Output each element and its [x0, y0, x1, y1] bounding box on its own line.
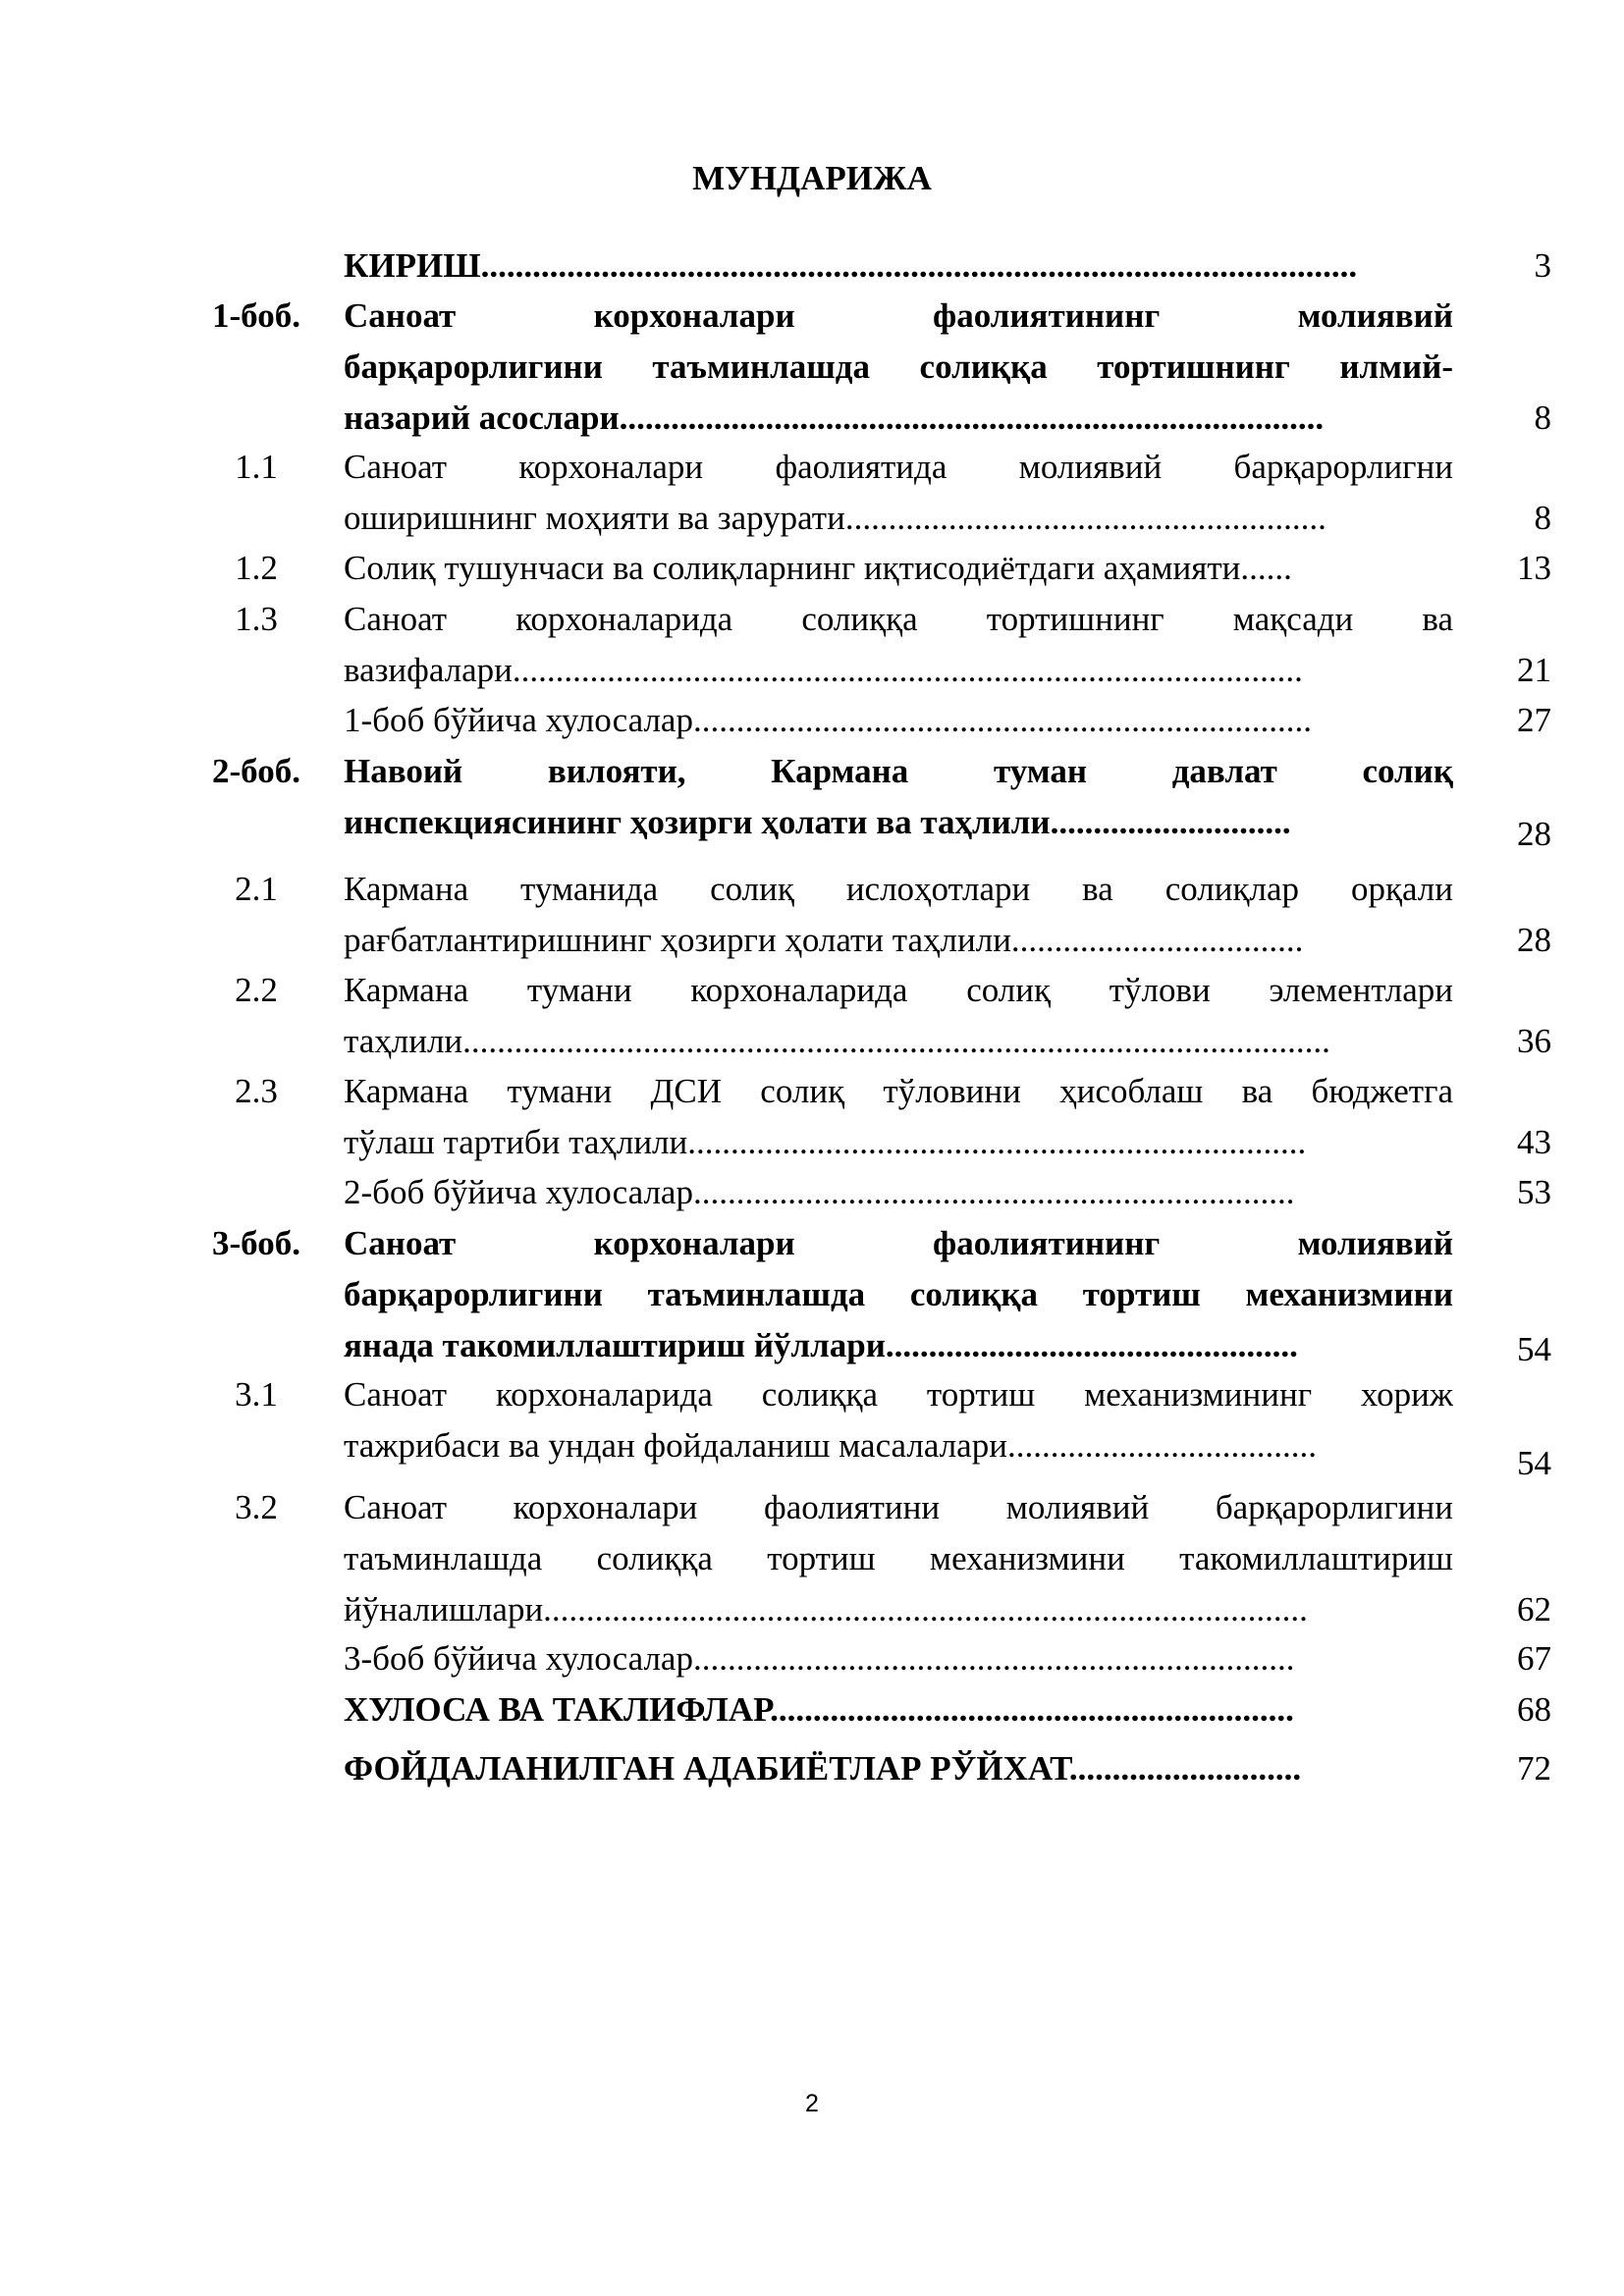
toc-entry-line — [344, 1320, 1453, 1371]
toc-entry-number: 1.2 — [235, 549, 278, 587]
toc-entry-title — [344, 746, 1453, 848]
toc-entry-line — [344, 797, 1453, 848]
toc-entry-line: Кармана тумани корхоналарида солиқ тўлови элементлари — [344, 971, 1453, 1009]
toc-entry-line: барқарорлигини таъминлашда солиққа тортиш механизмини — [344, 1275, 1453, 1313]
toc-entry-title — [344, 1482, 1453, 1635]
toc-entry-number: 2.2 — [235, 971, 278, 1009]
toc-entry-line: Саноат корхоналарида солиққа тортиш механизмининг хориж — [344, 1375, 1453, 1414]
toc-entry-line — [344, 393, 1453, 444]
toc-entry-line: барқарорлигини таъминлашда солиққа тортишнинг илмий- — [344, 347, 1453, 386]
toc-entry-line: Саноат корхоналари фаолиятининг молиявий — [344, 296, 1453, 335]
toc-entry-line: таъминлашда солиққа тортиш механизмини такомиллаштириш — [344, 1539, 1453, 1577]
toc-entry-line — [344, 645, 1453, 696]
toc-entry-line — [344, 1684, 1453, 1735]
toc-entry-page: 43 — [1517, 1123, 1551, 1161]
toc-entry-line-text: 1-боб бўйича хулосалар........................................................................ — [344, 701, 1312, 739]
toc-entry-line — [344, 1633, 1453, 1684]
toc-entry-title — [344, 1369, 1453, 1471]
toc-entry-line — [344, 1584, 1453, 1635]
toc-entry-page: 27 — [1517, 701, 1551, 739]
toc-entry-number: 3.2 — [235, 1488, 278, 1526]
toc-entry-line-text: таҳлили..................................................................................................... — [344, 1022, 1330, 1060]
toc-entry-line-text: ФОЙДАЛАНИЛГАН АДАБИЁТЛАР РЎЙХАТ........................... — [344, 1749, 1302, 1788]
toc-entry-title — [344, 594, 1453, 696]
toc-entry-line: Саноат корхоналари фаолиятини молиявий барқарорлигини — [344, 1488, 1453, 1526]
toc-entry-page: 54 — [1517, 1330, 1551, 1368]
toc-entry-line-text: тўлаш тартиби таҳлили........................................................................ — [344, 1123, 1307, 1161]
toc-entry-page: 8 — [1534, 499, 1551, 537]
toc-entry-line-text: Солиқ тушунчаси ва солиқларнинг иқтисодиётдаги аҳамияти...... — [344, 549, 1292, 587]
toc-entry-page: 68 — [1517, 1690, 1551, 1729]
toc-entry-line — [344, 1743, 1453, 1794]
toc-entry-line: Саноат корхоналарида солиққа тортишнинг мақсади ва — [344, 600, 1453, 638]
toc-entry-title — [344, 240, 1453, 292]
toc-entry-title — [344, 1633, 1453, 1684]
toc-entry-line-text: 3-боб бўйича хулосалар...................................................................... — [344, 1639, 1295, 1678]
toc-entry-page: 21 — [1517, 651, 1551, 689]
toc-entry-line: Кармана туманида солиқ ислоҳотлари ва солиқлар орқали — [344, 870, 1453, 908]
toc-entry-line-text: инспекциясининг ҳозирги ҳолати ва таҳлили............................ — [344, 803, 1291, 841]
toc-entry-title — [344, 543, 1453, 594]
toc-entry-number: 2.3 — [235, 1072, 278, 1110]
toc-entry-title — [344, 1684, 1453, 1735]
toc-entry-line — [344, 1016, 1453, 1067]
toc-entry-title — [344, 965, 1453, 1067]
toc-entry-title — [344, 1066, 1453, 1168]
toc-entry-number: 2.1 — [235, 870, 278, 908]
toc-entry-page: 13 — [1517, 549, 1551, 587]
toc-entry-title — [344, 864, 1453, 966]
toc-entry-line-text: янада такомиллаштириш йўллари................................................ — [344, 1326, 1298, 1364]
toc-entry-title — [344, 291, 1453, 444]
toc-entry-line — [344, 1167, 1453, 1218]
toc-entry-line: Навоий вилояти, Кармана туман давлат солиқ — [344, 752, 1453, 790]
toc-entry-line-text: 2-боб бўйича хулосалар...................................................................... — [344, 1173, 1295, 1211]
page-number: 2 — [805, 2090, 819, 2117]
toc-entry-line — [344, 493, 1453, 544]
toc-entry-line — [344, 1117, 1453, 1168]
toc-entry-line — [344, 915, 1453, 966]
toc-entry-page: 62 — [1517, 1590, 1551, 1629]
toc-entry-page: 72 — [1517, 1749, 1551, 1788]
toc-entry-page: 28 — [1517, 921, 1551, 959]
toc-entry-line — [344, 240, 1453, 292]
toc-entry-line: Саноат корхоналари фаолиятининг молиявий — [344, 1224, 1453, 1262]
toc-entry-line — [344, 695, 1453, 746]
toc-entry-line: Саноат корхоналари фаолиятида молиявий барқарорлигни — [344, 448, 1453, 486]
toc-entry-number: 3-боб. — [212, 1224, 300, 1262]
toc-entry-number: 1.1 — [235, 448, 278, 486]
toc-entry-line-text: йўналишлари......................................................................................... — [344, 1590, 1308, 1629]
toc-entry-number: 2-боб. — [212, 752, 300, 790]
toc-entry-title — [344, 1167, 1453, 1218]
toc-entry-page: 8 — [1534, 399, 1551, 437]
toc-entry-number: 1-боб. — [212, 296, 300, 335]
toc-entry-title — [344, 695, 1453, 746]
toc-entry-line-text: назарий асослари.................................................................................. — [344, 399, 1325, 437]
toc-entry-line — [344, 543, 1453, 594]
toc-entry-line-text: оширишнинг моҳияти ва зарурати........................................................ — [344, 499, 1326, 537]
toc-entry-title — [344, 1218, 1453, 1371]
toc-entry-line-text: КИРИШ...................................................................................................... — [344, 246, 1358, 285]
toc-entry-number: 1.3 — [235, 600, 278, 638]
page-title: МУНДАРИЖА — [692, 159, 932, 197]
toc-entry-page: 54 — [1517, 1444, 1551, 1482]
toc-entry-title — [344, 1743, 1453, 1794]
toc-entry-page: 67 — [1517, 1639, 1551, 1678]
toc-entry-page: 53 — [1517, 1173, 1551, 1211]
toc-entry-line-text: ХУЛОСА ВА ТАКЛИФЛАР............................................................. — [344, 1690, 1294, 1729]
toc-entry-page: 3 — [1534, 246, 1551, 285]
toc-entry-page: 36 — [1517, 1022, 1551, 1060]
toc-entry-line: Кармана тумани ДСИ солиқ тўловини ҳисоблаш ва бюджетга — [344, 1072, 1453, 1110]
toc-entry-line-text: рағбатлантиришнинг ҳозирги ҳолати таҳлили.................................. — [344, 921, 1304, 959]
toc-entry-title — [344, 442, 1453, 544]
toc-entry-line — [344, 1420, 1453, 1471]
toc-entry-number: 3.1 — [235, 1375, 278, 1414]
toc-entry-line-text: вазифалари............................................................................................ — [344, 651, 1303, 689]
toc-entry-page: 28 — [1517, 815, 1551, 853]
toc-entry-line-text: тажрибаси ва ундан фойдаланиш масалалари.................................... — [344, 1426, 1317, 1465]
